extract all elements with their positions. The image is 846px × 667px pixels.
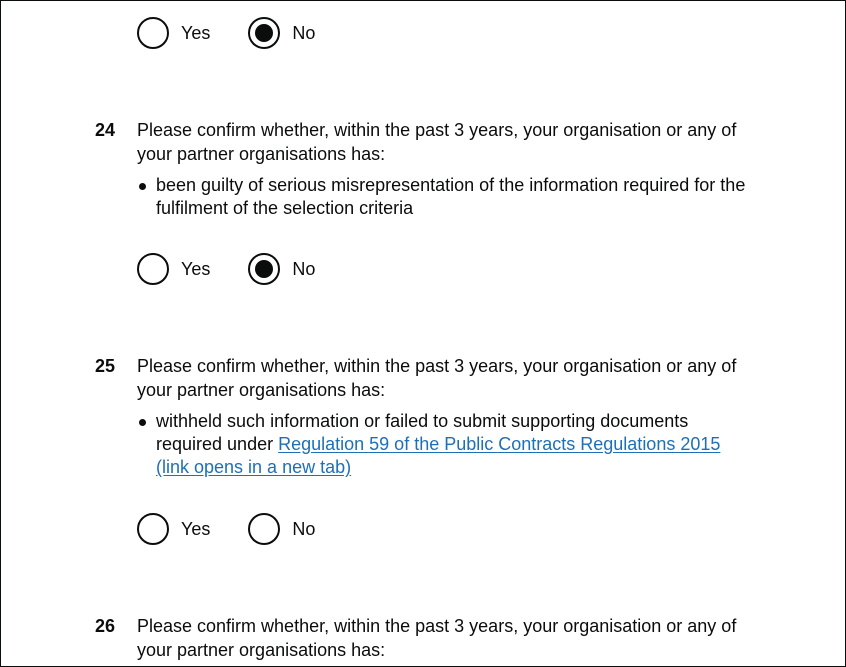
q25-radio-no[interactable] [248, 513, 280, 545]
question-number: 26 [95, 616, 116, 636]
question-bullets [137, 410, 755, 479]
q24-label-yes: Yes [181, 258, 211, 279]
question-text: Please confirm whether, within the past 3 years, your organisation or any of your partner organisations has: [137, 616, 737, 660]
q24-option-no[interactable] [248, 253, 315, 285]
q23-radio-yes[interactable] [137, 17, 169, 49]
question-bullets [137, 174, 755, 220]
q25-label-no: No [292, 518, 316, 539]
question-text: Please confirm whether, within the past 3 years, your organisation or any of your partner organisations has: [137, 120, 737, 164]
bullet-item: been guilty of serious misrepresentation of the information required for the fulfilment of the selection criteria [137, 174, 746, 220]
question-number: 25 [95, 356, 116, 376]
q24-radio-no[interactable] [248, 253, 280, 285]
q23-option-yes[interactable] [137, 17, 210, 49]
bullet-item [137, 410, 746, 479]
q25-option-no[interactable] [248, 513, 315, 545]
question-24 [95, 118, 755, 220]
q25-option-yes[interactable] [137, 513, 210, 545]
q23-radio-group [137, 14, 353, 52]
q23-label-yes: Yes [181, 22, 211, 43]
q23-option-no[interactable] [248, 17, 315, 49]
question-text: Please confirm whether, within the past 3 years, your organisation or any of your partner organisations has: [137, 356, 737, 400]
q23-label-no: No [292, 22, 316, 43]
q25-radio-group [137, 510, 353, 548]
bullet-text: withheld such information or failed to submit supporting documents required under [156, 411, 689, 454]
q24-option-yes[interactable] [137, 253, 210, 285]
q25-radio-yes[interactable] [137, 513, 169, 545]
q24-radio-group [137, 250, 353, 288]
q23-radio-no[interactable] [248, 17, 280, 49]
question-number: 24 [95, 120, 116, 140]
question-26 [95, 614, 755, 662]
q24-label-no: No [292, 258, 316, 279]
regulation-59-link[interactable]: Regulation 59 of the Public Contracts Regulations 2015 (link opens in a new tab) [156, 434, 721, 477]
q25-label-yes: Yes [181, 518, 211, 539]
question-25 [95, 354, 755, 479]
q24-radio-yes[interactable] [137, 253, 169, 285]
